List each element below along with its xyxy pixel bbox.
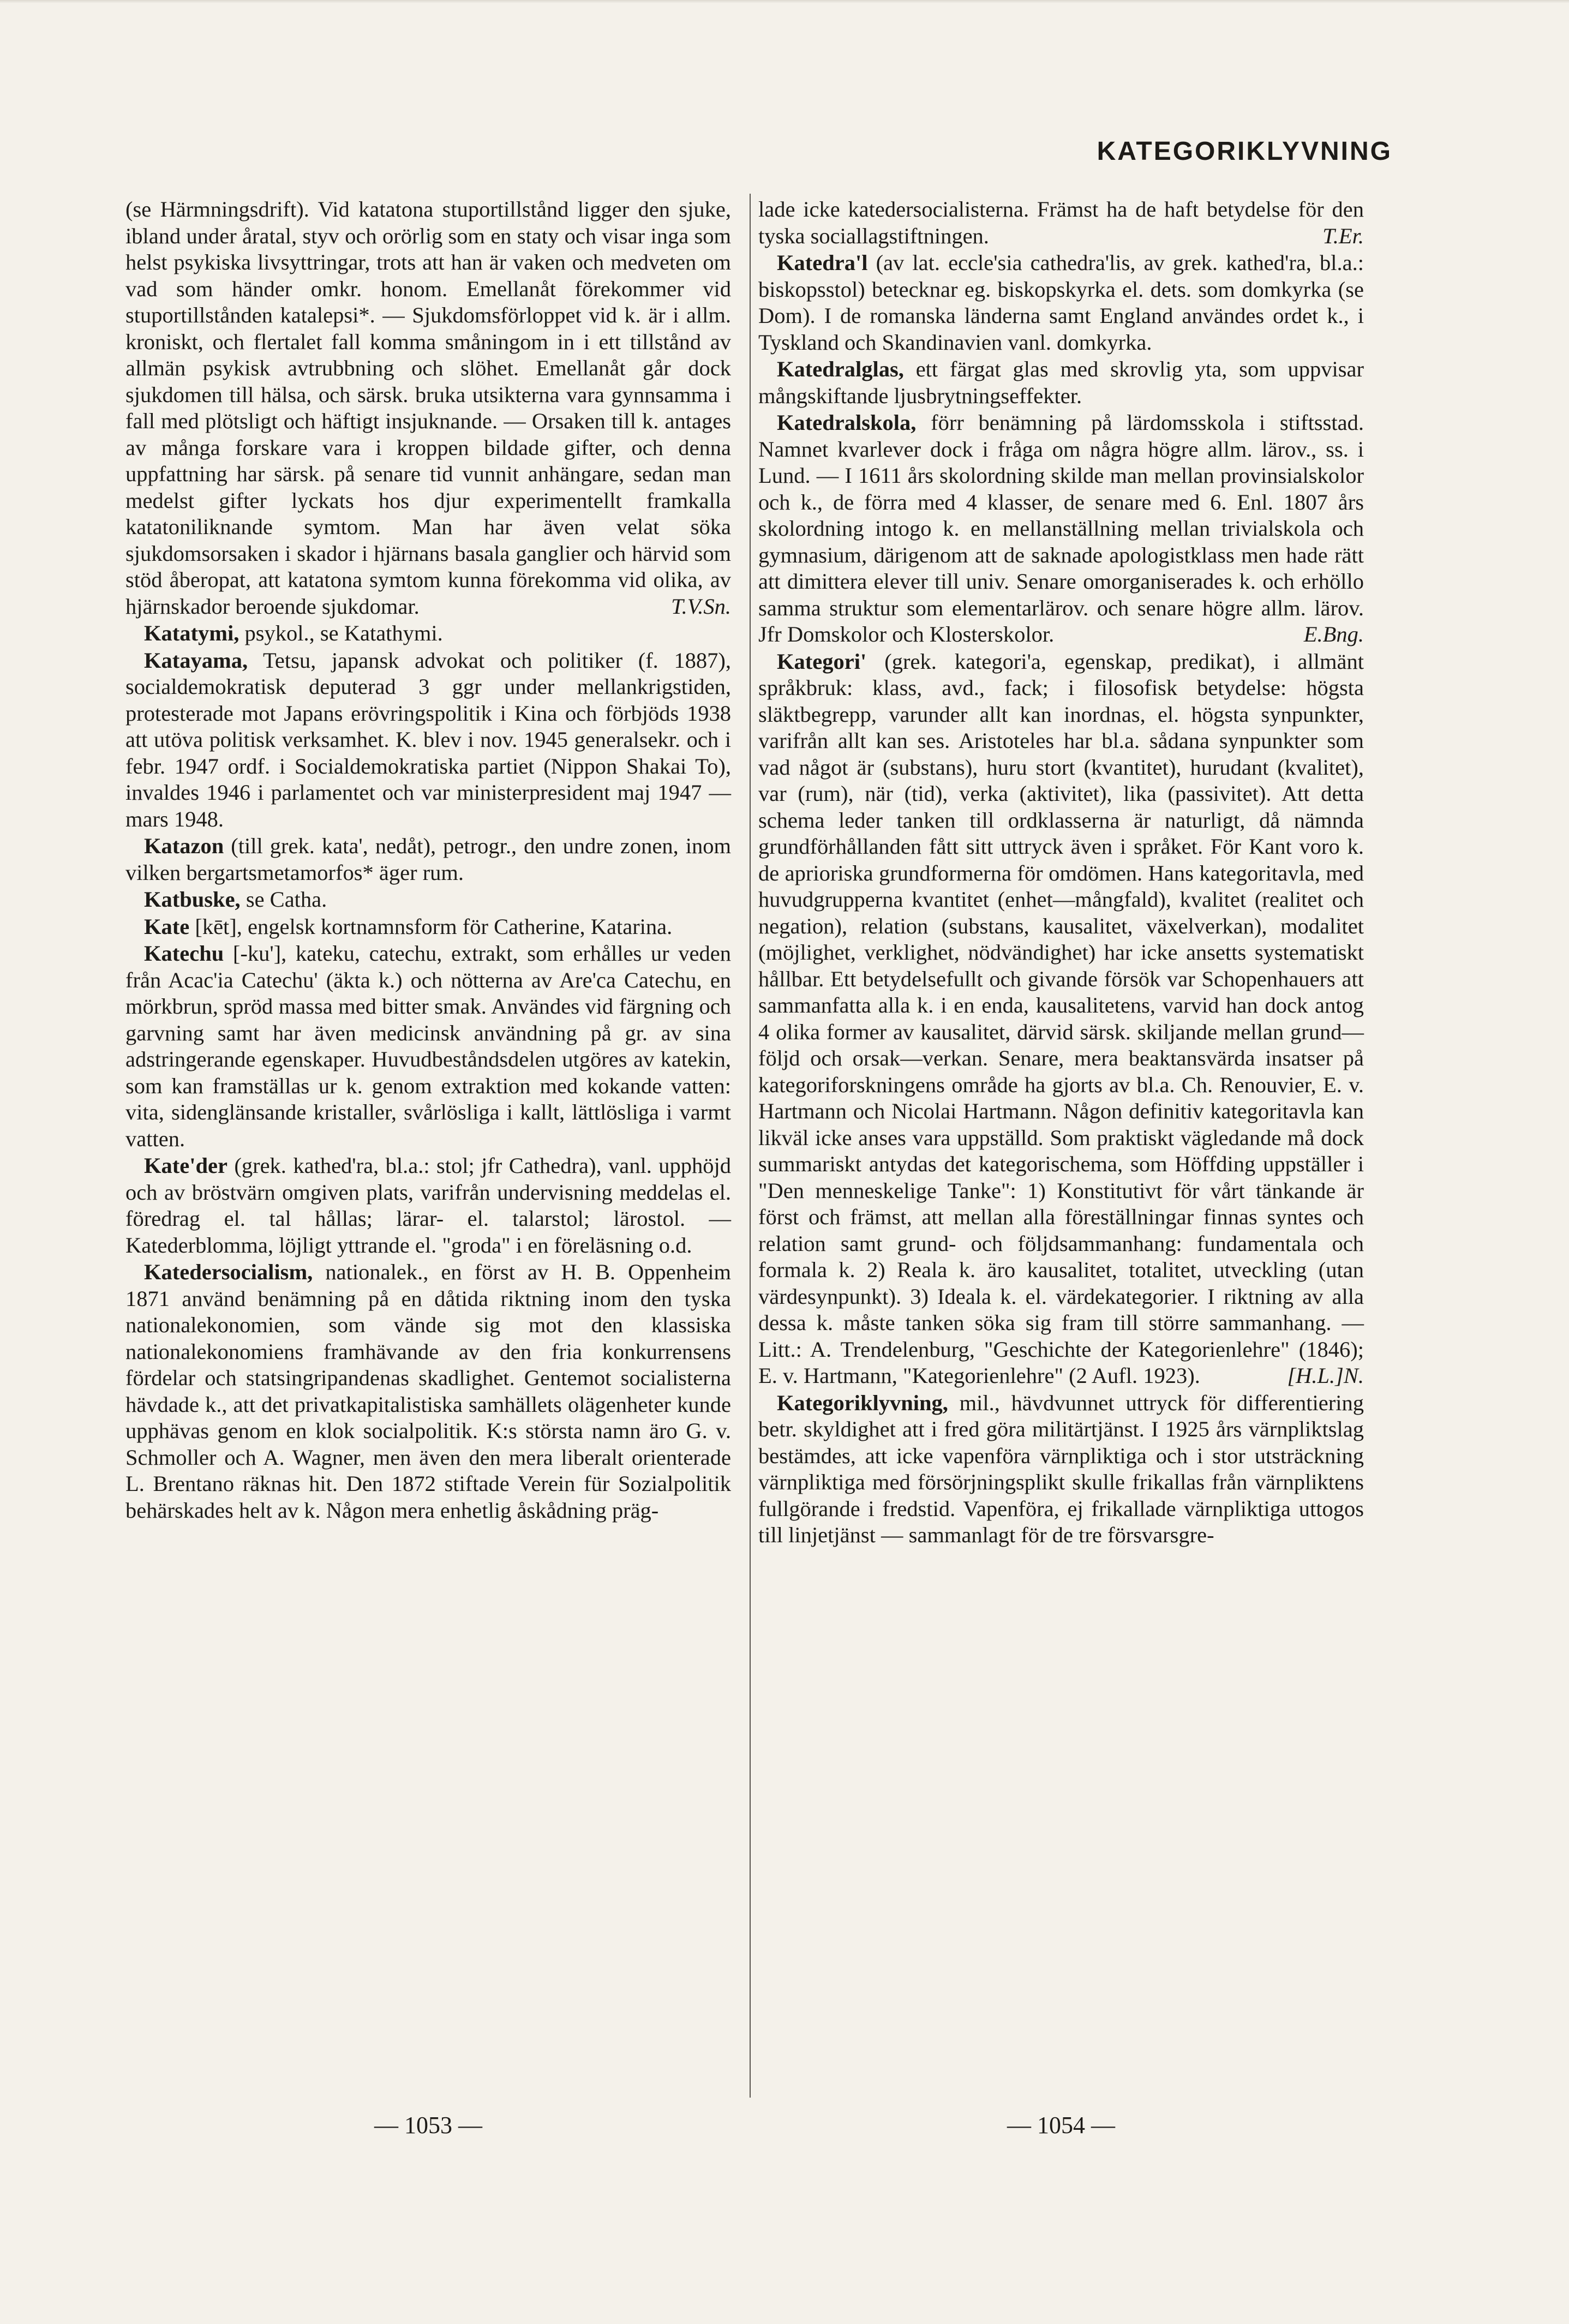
entry-text: [kēt], engelsk kortnamnsform för Catherine, Katarina.	[195, 914, 673, 939]
entry	[125, 833, 731, 886]
headword: Kate'der	[144, 1153, 227, 1178]
page-number-left: — 1053 —	[374, 2112, 482, 2139]
running-title: KATEGORIKLYVNING	[1097, 137, 1392, 166]
entry-text: [-ku'], kateku, catechu, extrakt, som erhålles ur veden från Acac'ia Catechu' (äkta k.) och nötterna av Are'ca Catechu, en mörkbrun, spröd massa med bitter smak. Användes vid färgning och garvning samt har även medicinsk användning på gr. av sina adstringerande egenskaper. Huvudbeståndsdelen utgöres av katekin, som kan framställas ur k. genom extraktion med kokande vatten: vita, sidenglänsande kristaller, svårlösliga i kallt, lättlösliga i varmt vatten.	[125, 941, 731, 1151]
headword: Kategoriklyvning,	[777, 1390, 948, 1415]
headword: Katedra'l	[777, 250, 868, 275]
entry-text: se Catha.	[245, 887, 327, 912]
signature: T.Er.	[1322, 223, 1364, 248]
entry-text: ett färgat glas med skrovlig yta, som uppvisar mångskiftande ljusbrytningseffekter.	[758, 357, 1364, 408]
column-divider	[750, 194, 751, 2098]
entry-text: mil., hävdvunnet uttryck för differentiering betr. skyldighet att i fred göra militärtjänst. I 1925 års värnpliktslag bestämdes, att icke vapenföra värnpliktiga och i stor utsträckning värnpliktiga med försörjningsplikt skulle frikallas från värnpliktens fullgörande i fredstid. Vapenföra, ej frikallade värnpliktiga uttogos till linjetjänst — sammanlagt för de tre försvarsgre-	[758, 1390, 1364, 1547]
signature: T.V.Sn.	[671, 594, 731, 619]
entry	[125, 620, 731, 647]
signature: [H.L.]N.	[1287, 1363, 1364, 1388]
entry-text: (se Härmningsdrift). Vid katatona stuportillstånd ligger den sjuke, ibland under åratal, styv och orörlig som en staty och visar inga som helst psykiska livsyttringar, trots att han är vaken och medveten om vad som händer omkr. honom. Emellanåt förekommer vid stuportillstånden katalepsi*. — Sjukdomsförloppet vid k. är i allm. kroniskt, och flertalet fall komma småningom in i ett tillstånd av allmän psykisk avtrubbning och slöhet. Emellanåt går dock sjukdomen till hälsa, och särsk. bruka utsikterna vara gynnsamma i fall med plötsligt och häftigt insjuknande. — Orsaken till k. antages av många forskare vara i kroppen bildade gifter, och denna uppfattning har särsk. på senare tid vunnit anhängare, sedan man medelst gifter lyckats hos djur experimentellt framkalla katatoniliknande symtom. Man har även velat söka sjukdomsorsaken i skador i hjärnans basala ganglier och härvid som stöd åberopat, att katatona symtom kunna förekomma vid olika, av hjärnskador beroende sjukdomar.	[125, 197, 731, 619]
headword: Katedralglas,	[777, 357, 904, 381]
entry-text: (grek. kategori'a, egenskap, predikat), i allmänt språkbruk: klass, avd., fack; i filosofisk betydelse: högsta släktbegrepp, varunder allt kan inordnas, el. högsta synpunkter, varifrån allt kan ses. Aristoteles har bl.a. sådana synpunkter som vad något är (substans), huru stort (kvantitet), hurudant (kvalitet), var (rum), när (tid), verka (aktivitet), lika (passivitet). Att detta schema leder tanken till ordklasserna är naturligt, då nämnda grundförhållanden fått sitt uttryck även i språket. För Kant voro k. de aprioriska grundformerna för omdömen. Hans kategoritavla, med huvudgrupperna kvantitet (enhet—mångfald), kvalitet (realitet och negation), relation (substans, kausalitet, växelverkan), modalitet (möjlighet, verklighet, nödvändighet) har icke ansetts systematiskt hållbar. Ett betydelsefullt och givande försök var Schopenhauers att sammanfatta alla k. i en enda, kausalitetens, varvid han dock antog 4 olika former av kausalitet, därvid särsk. skiljande mellan grund—följd och orsak—verkan. Senare, mera beaktansvärda insatser på kategoriforskningens område ha gjorts av bl.a. Ch. Renouvier, E. v. Hartmann och Nicolai Hartmann. Någon definitiv kategoritavla kan likväl icke anses vara uppställd. Som praktiskt vägledande må dock summariskt antydas det kategorischema, som Höffding uppställer i "Den menneskelige Tanke": 1) Konstitutivt för vårt tänkande är först och främst, att mellan alla föreställningar finnas syntes och relation samt grund- och följdsammanhang: fundamentala och formala k. 2) Reala k. äro kausalitet, totalitet, utveckling (utan värdesynpunkt). 3) Ideala k. el. värdekategorier. I riktning av alla dessa k. måste tanken söka sig fram till större sammanhang. — Litt.: A. Trendelenburg, "Geschichte der Kategorienlehre" (1846); E. v. Hartmann, "Kategorienlehre" (2 Aufl. 1923).	[758, 649, 1364, 1388]
entry-text: Tetsu, japansk advokat och politiker (f. 1887), socialdemokratisk deputerad 3 ggr under mellankrigstiden, protesterade mot Japans erövringspolitik i Kina och förbjöds 1938 att utöva politisk verksamhet. K. blev i nov. 1945 generalsekr. och i febr. 1947 ordf. i Socialdemokratiska partiet (Nippon Shakai To), invaldes 1946 i parlamentet och var ministerpresident maj 1947 —mars 1948.	[125, 648, 731, 831]
right-column	[758, 196, 1364, 1549]
headword: Katedralskola,	[777, 410, 917, 435]
entry	[758, 356, 1364, 409]
entry	[758, 1390, 1364, 1549]
entry	[758, 649, 1364, 1389]
headword: Katayama,	[144, 648, 248, 673]
entry-text: förr benämning på lärdomsskola i stiftsstad. Namnet kvarlever dock i fråga om några högre allm. lärov., ss. i Lund. — I 1611 års skolordning skilde man mellan provinsialskolor och k., de förra med 4 klasser, de senare med 6. Enl. 1807 års skolordning intogo k. en mellanställning mellan trivialskola och gymnasium, därigenom att de saknade apologistklass men hade rätt att dimittera elever till univ. Senare omorganiserades k. och erhöllo samma struktur som elementarlärov. och senare högre allm. lärov. Jfr Domskolor och Klosterskolor.	[758, 410, 1364, 646]
entry	[125, 887, 731, 913]
headword: Katbuske,	[144, 887, 241, 912]
headword: Kate	[144, 914, 190, 939]
headword: Katedersocialism,	[144, 1260, 313, 1284]
signature: E.Bng.	[1303, 622, 1364, 646]
entry	[125, 914, 731, 941]
entry-text: (av lat. eccle'sia cathedra'lis, av grek. kathed'ra, bl.a.: biskopsstol) betecknar eg. biskopskyrka el. dets. som domkyrka (se Dom). I de romanska länderna samt England användes ordet k., i Tyskland och Skandinavien vanl. domkyrka.	[758, 250, 1364, 355]
entry-text: psykol., se Katathymi.	[244, 621, 443, 645]
scan-edge	[0, 0, 1569, 3]
entry	[758, 250, 1364, 356]
entry	[758, 196, 1364, 249]
entry	[125, 648, 731, 833]
entry	[125, 1259, 731, 1524]
headword: Katatymi,	[144, 621, 239, 645]
entry-text: (grek. kathed'ra, bl.a.: stol; jfr Cathedra), vanl. upphöjd och av bröstvärn omgiven plats, varifrån undervisning meddelas el. föredrag el. tal hållas; lärar- el. talarstol; lärostol. — Katederblomma, löjligt yttrande el. "groda" i en föreläsning o.d.	[125, 1153, 731, 1257]
entry-text: nationalek., en först av H. B. Oppenheim 1871 använd benämning på en dåtida riktning inom den tyska nationalekonomien, som vände sig mot den klassiska nationalekonomiens framhävande av den fria konkurrensens fördelar och statsingripandenas skadlighet. Gentemot socialisterna hävdade k., att det privatkapitalistiska samhällets olägenheter kunde upphävas genom en klok socialpolitik. K:s största namn äro G. v. Schmoller och A. Wagner, men även den mera liberalt orienterade L. Brentano räknas hit. Den 1872 stiftade Verein für Sozialpolitik behärskades helt av k. Någon mera enhetlig åskådning präg-	[125, 1260, 732, 1523]
page-number-right: — 1054 —	[1007, 2112, 1115, 2139]
entry	[125, 1153, 731, 1259]
headword: Katechu	[144, 941, 224, 966]
left-column	[125, 196, 731, 1524]
entry	[125, 941, 731, 1152]
entry	[125, 196, 731, 620]
headword: Katazon	[144, 834, 224, 858]
entry-text: lade icke katedersocialisterna. Främst ha de haft betydelse för den tyska sociallagstiftningen.	[758, 197, 1364, 248]
entry	[758, 410, 1364, 648]
headword: Kategori'	[777, 649, 867, 674]
entry-text: (till grek. kata', nedåt), petrogr., den undre zonen, inom vilken bergartsmetamorfos* äger rum.	[125, 834, 732, 885]
